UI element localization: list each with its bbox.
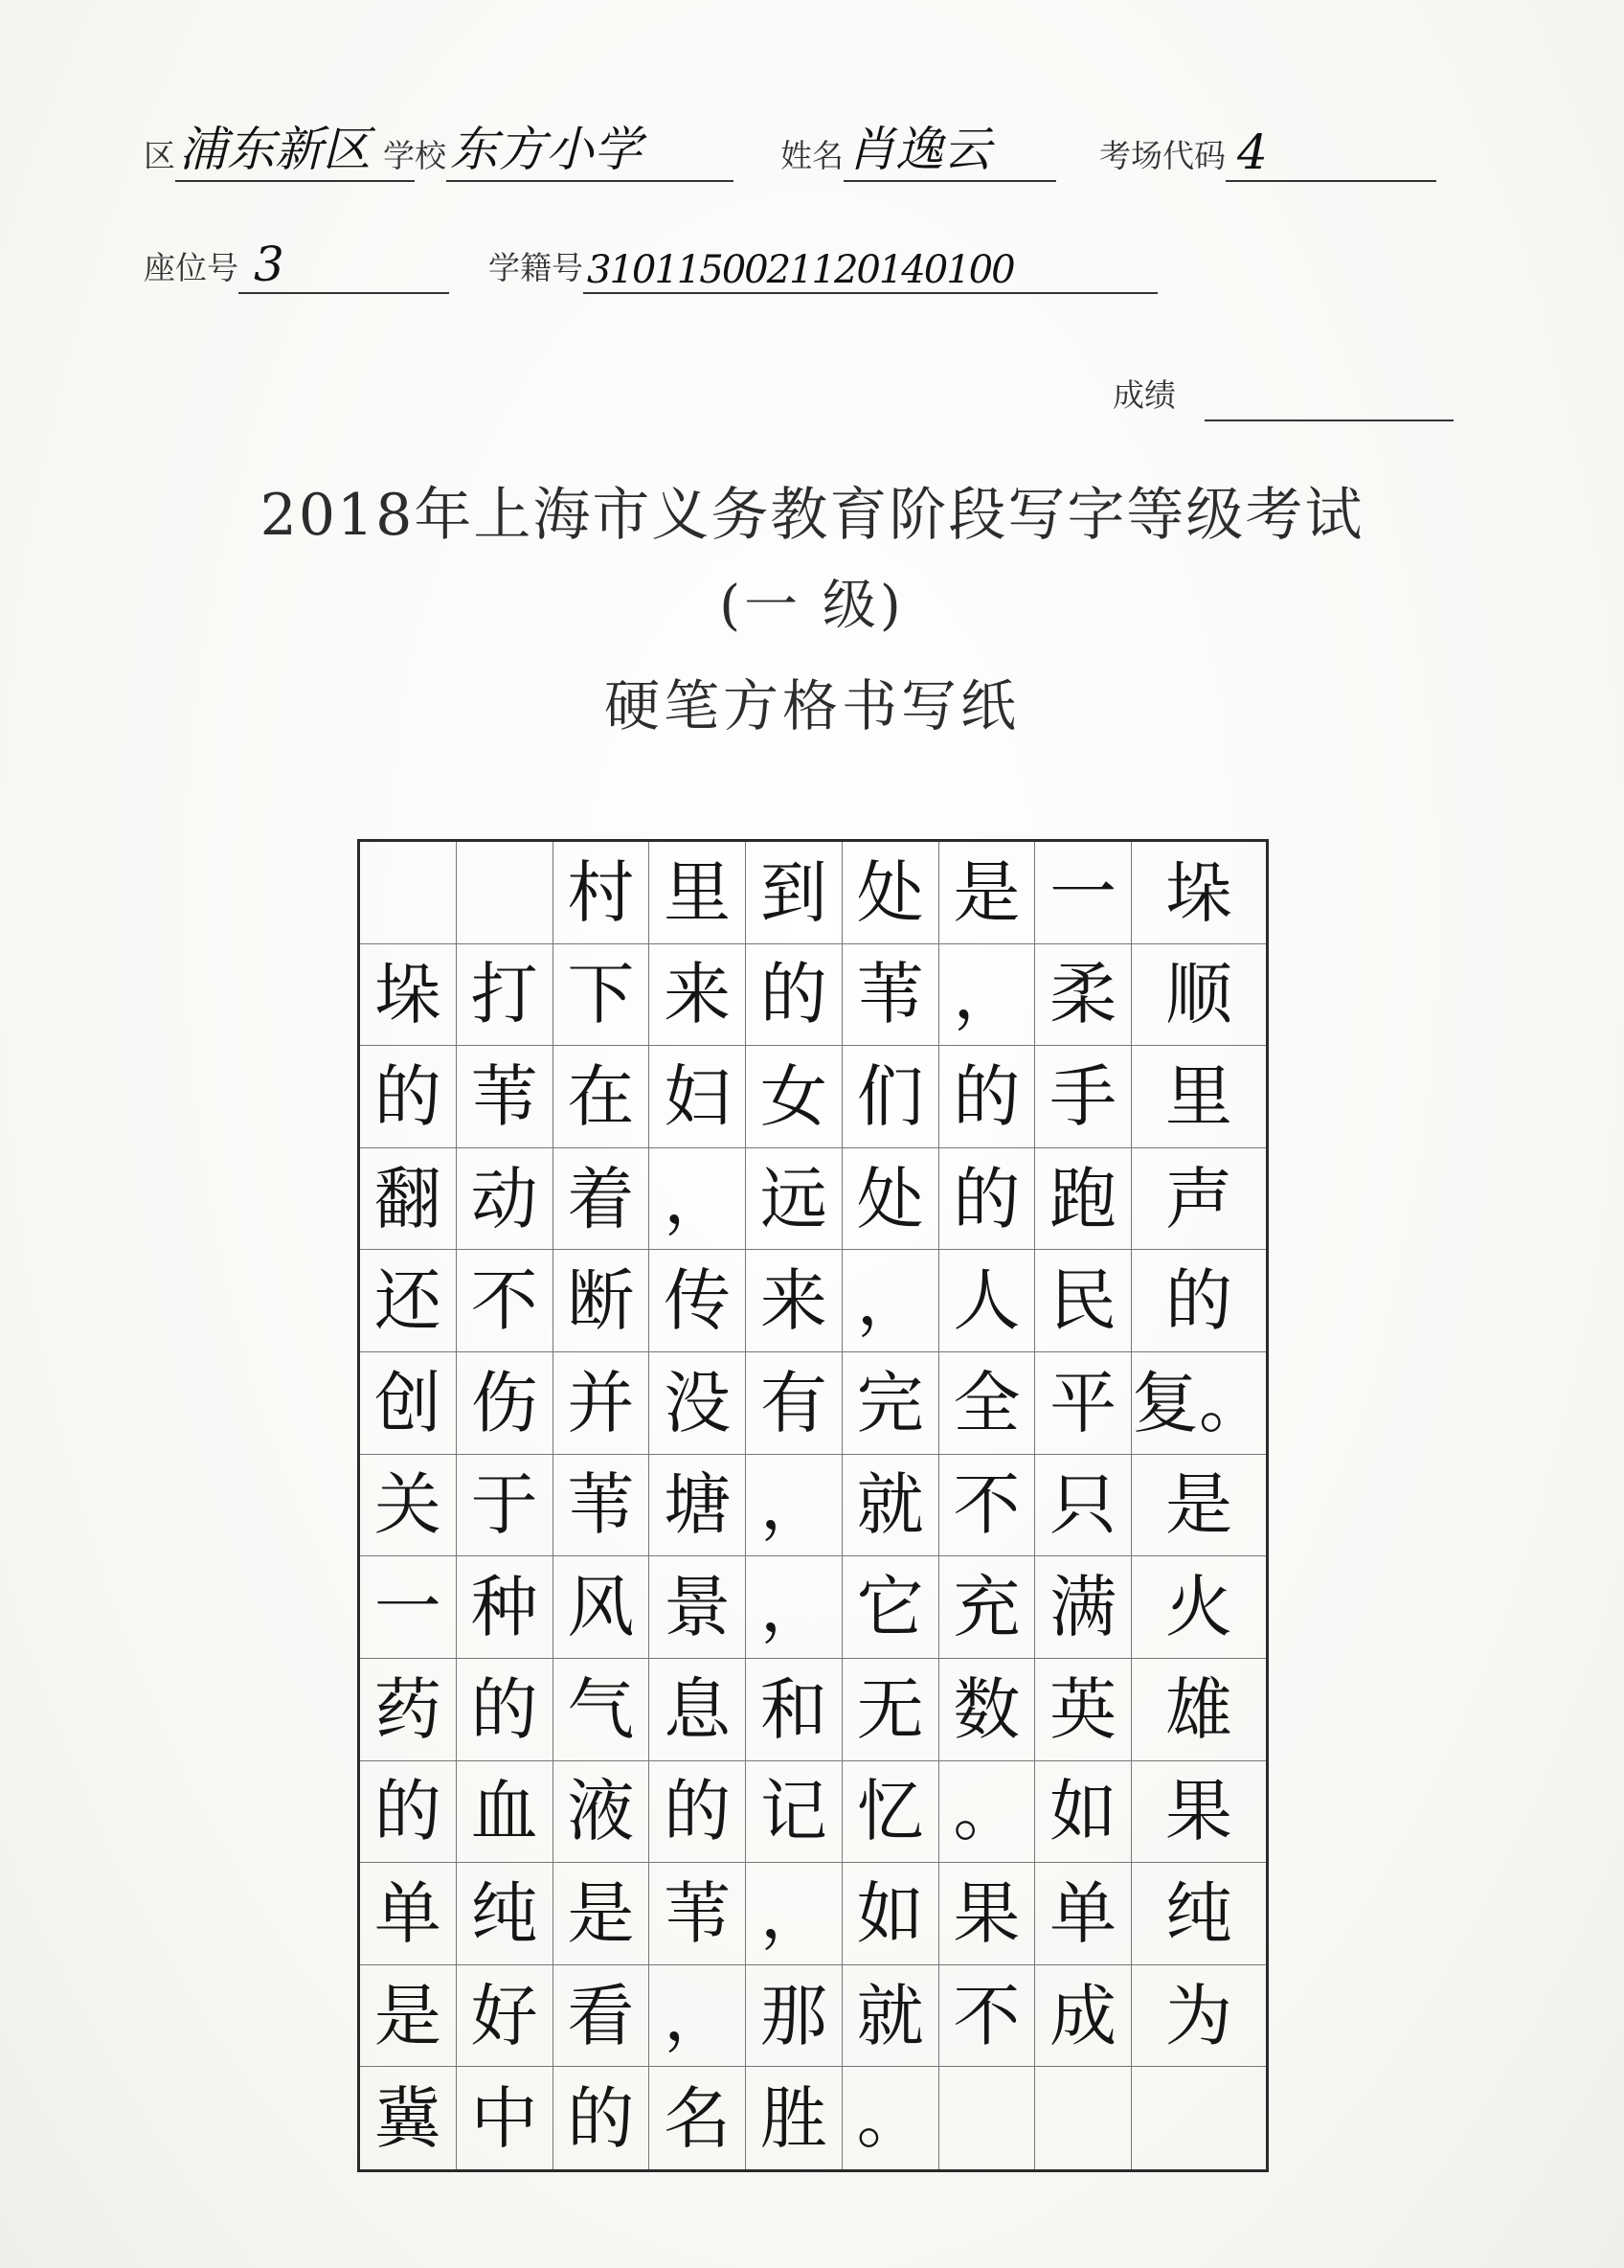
grid-cell: 垛 — [1132, 842, 1266, 944]
grid-cell: ， — [746, 1556, 843, 1659]
header-row-1 — [0, 105, 1624, 182]
grid-cell: 传 — [649, 1250, 746, 1352]
seat-label: 座位号 — [144, 249, 238, 286]
grid-cell: 是 — [939, 842, 1036, 944]
exam-level: (一 级) — [719, 575, 905, 637]
grid-cell: 跑 — [1035, 1148, 1132, 1251]
grid-cell: 。 — [939, 1761, 1036, 1864]
grid-cell: 它 — [843, 1556, 939, 1659]
grid-cell: 记 — [746, 1761, 843, 1864]
grid-cell: 苇 — [457, 1046, 553, 1148]
grid-cell: 伤 — [457, 1352, 553, 1455]
grid-cell: 动 — [457, 1148, 553, 1251]
grid-cell: 民 — [1035, 1250, 1132, 1352]
grid-cell: 为 — [1132, 1965, 1266, 2068]
grid-cell: ， — [649, 1965, 746, 2068]
grid-cell: 。 — [843, 2067, 939, 2169]
grid-cell: 不 — [457, 1250, 553, 1352]
grid-cell — [939, 2067, 1036, 2169]
grid-cell: 复。 — [1132, 1352, 1266, 1455]
grid-cell: 如 — [843, 1863, 939, 1965]
grid-cell: 柔 — [1035, 944, 1132, 1047]
grid-cell: 全 — [939, 1352, 1036, 1455]
student-id-value[interactable]: 3101150021120140100 — [583, 227, 1158, 294]
grid-cell: 的 — [746, 944, 843, 1047]
grid-cell: 们 — [843, 1046, 939, 1148]
grid-cell: 到 — [746, 842, 843, 944]
grid-cell: 的 — [457, 1659, 553, 1761]
grid-cell: 满 — [1035, 1556, 1132, 1659]
grid-cell: 翻 — [360, 1148, 457, 1251]
grid-cell: 是 — [1132, 1455, 1266, 1557]
grid-cell: 冀 — [360, 2067, 457, 2169]
grid-cell: 不 — [939, 1455, 1036, 1557]
grid-cell: 完 — [843, 1352, 939, 1455]
grid-cell: 声 — [1132, 1148, 1266, 1251]
grid-cell: 里 — [1132, 1046, 1266, 1148]
grid-cell: 并 — [553, 1352, 650, 1455]
grid-cell: 的 — [553, 2067, 650, 2169]
grid-cell: 纯 — [457, 1863, 553, 1965]
grid-cell: 果 — [1132, 1761, 1266, 1864]
grid-cell: 手 — [1035, 1046, 1132, 1148]
grid-cell: 气 — [553, 1659, 650, 1761]
grid-cell: 于 — [457, 1455, 553, 1557]
grid-cell: ， — [843, 1250, 939, 1352]
school-value[interactable]: 东方小学 — [446, 115, 733, 182]
name-label: 姓名 — [780, 137, 844, 174]
grid-cell: 不 — [939, 1965, 1036, 2068]
score-row — [0, 345, 1624, 421]
score-label: 成绩 — [1113, 376, 1176, 414]
grid-cell: 数 — [939, 1659, 1036, 1761]
grid-cell: 单 — [1035, 1863, 1132, 1965]
grid-cell: 胜 — [746, 2067, 843, 2169]
grid-cell: 妇 — [649, 1046, 746, 1148]
district-field — [144, 105, 415, 182]
grid-cell: 如 — [1035, 1761, 1132, 1864]
grid-cell: 女 — [746, 1046, 843, 1148]
grid-cell: 苇 — [553, 1455, 650, 1557]
grid-cell: 的 — [360, 1761, 457, 1864]
school-label: 学校 — [383, 137, 446, 174]
score-value[interactable] — [1205, 354, 1454, 421]
grid-cell: 忆 — [843, 1761, 939, 1864]
grid-cell: 英 — [1035, 1659, 1132, 1761]
grid-cell: 息 — [649, 1659, 746, 1761]
grid-cell: 看 — [553, 1965, 650, 2068]
name-field — [780, 105, 1056, 182]
grid-cell: 的 — [939, 1046, 1036, 1148]
grid-cell: 远 — [746, 1148, 843, 1251]
grid-cell: 有 — [746, 1352, 843, 1455]
grid-cell: 和 — [746, 1659, 843, 1761]
paper-title: 硬笔方格书写纸 — [603, 673, 1020, 738]
district-value[interactable]: 浦东新区 — [175, 115, 415, 182]
grid-cell: 只 — [1035, 1455, 1132, 1557]
grid-cell — [1132, 2067, 1266, 2169]
grid-cell: 关 — [360, 1455, 457, 1557]
name-value[interactable]: 肖逸云 — [844, 115, 1056, 182]
grid-cell: ， — [649, 1148, 746, 1251]
writing-grid — [357, 839, 1269, 2172]
grid-cell: 处 — [843, 1148, 939, 1251]
seat-value[interactable]: 3 — [238, 227, 449, 294]
exam-code-value[interactable]: 4 — [1226, 115, 1436, 182]
grid-cell: 断 — [553, 1250, 650, 1352]
grid-cell — [457, 842, 553, 944]
student-id-field — [488, 217, 1158, 294]
grid-cell: 中 — [457, 2067, 553, 2169]
grid-cell: 就 — [843, 1965, 939, 2068]
grid-cell: 来 — [746, 1250, 843, 1352]
grid-cell: 纯 — [1132, 1863, 1266, 1965]
grid-cell: 无 — [843, 1659, 939, 1761]
grid-cell: 那 — [746, 1965, 843, 2068]
grid-cell: 着 — [553, 1148, 650, 1251]
grid-cell: 没 — [649, 1352, 746, 1455]
grid-cell: 一 — [360, 1556, 457, 1659]
grid-cell: 是 — [360, 1965, 457, 2068]
grid-cell: 一 — [1035, 842, 1132, 944]
grid-cell: 还 — [360, 1250, 457, 1352]
exam-title: 2018年上海市义务教育阶段写字等级考试 — [259, 482, 1365, 549]
grid-cell: 果 — [939, 1863, 1036, 1965]
header-row-2 — [0, 217, 1624, 294]
grid-cell: 下 — [553, 944, 650, 1047]
grid-cell: 雄 — [1132, 1659, 1266, 1761]
grid-cell: 在 — [553, 1046, 650, 1148]
grid-cell: 处 — [843, 842, 939, 944]
grid-cell: 种 — [457, 1556, 553, 1659]
grid-cell: 里 — [649, 842, 746, 944]
grid-cell: 打 — [457, 944, 553, 1047]
grid-cell: 人 — [939, 1250, 1036, 1352]
grid-cell: 创 — [360, 1352, 457, 1455]
grid-cell: 液 — [553, 1761, 650, 1864]
seat-field — [144, 217, 449, 294]
school-field — [383, 105, 733, 182]
grid-cell: ， — [746, 1455, 843, 1557]
grid-cell: 药 — [360, 1659, 457, 1761]
grid-cell — [1035, 2067, 1132, 2169]
grid-cell: 好 — [457, 1965, 553, 2068]
exam-code-field — [1099, 105, 1436, 182]
score-field — [1113, 345, 1454, 421]
grid-cell: 风 — [553, 1556, 650, 1659]
grid-cell: 顺 — [1132, 944, 1266, 1047]
grid-cell: 单 — [360, 1863, 457, 1965]
grid-cell: 火 — [1132, 1556, 1266, 1659]
grid-cell: 充 — [939, 1556, 1036, 1659]
grid-cell: 塘 — [649, 1455, 746, 1557]
grid-cell: 来 — [649, 944, 746, 1047]
grid-cell: 名 — [649, 2067, 746, 2169]
exam-code-label: 考场代码 — [1099, 137, 1226, 174]
grid-cell: 景 — [649, 1556, 746, 1659]
grid-cell: 的 — [1132, 1250, 1266, 1352]
grid-cell: 平 — [1035, 1352, 1132, 1455]
grid-cell: 苇 — [649, 1863, 746, 1965]
grid-cell: ， — [746, 1863, 843, 1965]
grid-cell: ， — [939, 944, 1036, 1047]
student-id-label: 学籍号 — [488, 249, 583, 286]
grid-cell: 的 — [649, 1761, 746, 1864]
grid-cell: 垛 — [360, 944, 457, 1047]
grid-cell: 的 — [360, 1046, 457, 1148]
grid-cell: 苇 — [843, 944, 939, 1047]
grid-cell: 村 — [553, 842, 650, 944]
grid-cell: 的 — [939, 1148, 1036, 1251]
grid-cell: 血 — [457, 1761, 553, 1864]
grid-cell: 就 — [843, 1455, 939, 1557]
grid-cell: 成 — [1035, 1965, 1132, 2068]
grid-cell: 是 — [553, 1863, 650, 1965]
district-label: 区 — [144, 137, 175, 174]
grid-cell — [360, 842, 457, 944]
